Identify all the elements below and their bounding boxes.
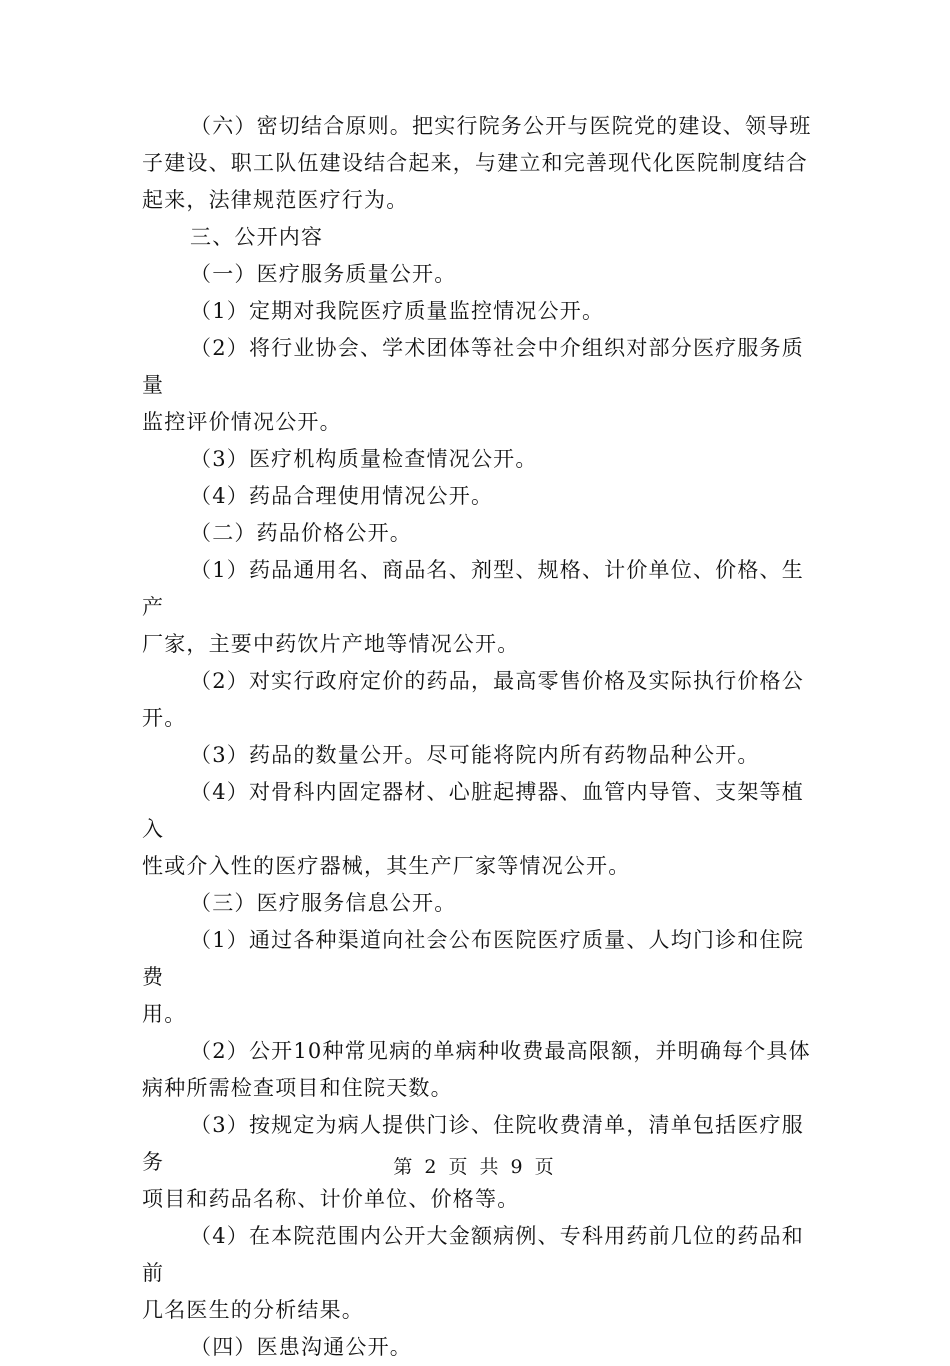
paragraph-line: 厂家，主要中药饮片产地等情况公开。 [142,632,520,656]
paragraph-line: 监控评价情况公开。 [142,410,342,434]
paragraph [142,1218,822,1329]
paragraph-line: （三）医疗服务信息公开。 [190,891,457,915]
paragraph [142,515,822,552]
paragraph [142,774,822,885]
paragraph-line: （4）药品合理使用情况公开。 [190,484,494,508]
paragraph-line: （一）医疗服务质量公开。 [190,262,457,286]
paragraph [142,219,822,256]
paragraph-line: 子建设、职工队伍建设结合起来，与建立和完善现代化医院制度结合 [142,151,808,175]
paragraph [142,293,822,330]
paragraph [142,737,822,774]
paragraph [142,885,822,922]
paragraph-line: （2）公开10种常见病的单病种收费最高限额，并明确每个具体 [190,1039,811,1063]
paragraph [142,922,822,1033]
page-footer: 第 2 页 共 9 页 [393,1156,557,1178]
paragraph-line: 几名医生的分析结果。 [142,1298,364,1322]
paragraph-line: （2）对实行政府定价的药品，最高零售价格及实际执行价格公开。 [142,669,804,730]
paragraph-line: （3）医疗机构质量检查情况公开。 [190,447,538,471]
paragraph-line: 三、公开内容 [190,225,324,249]
paragraph-line: （4）对骨科内固定器材、心脏起搏器、血管内导管、支架等植入 [142,780,804,841]
paragraph [142,552,822,663]
paragraph [142,663,822,737]
paragraph [142,108,822,219]
paragraph-line: （3）按规定为病人提供门诊、住院收费清单，清单包括医疗服务 [142,1113,804,1174]
paragraph [142,1033,822,1107]
paragraph [142,330,822,441]
paragraph-line: 用。 [142,1002,187,1026]
paragraph-line: （3）药品的数量公开。尽可能将院内所有药物品种公开。 [190,743,760,767]
paragraph [142,441,822,478]
paragraph-line: （1）通过各种渠道向社会公布医院医疗质量、人均门诊和住院费 [142,928,804,989]
paragraph-line: 病种所需检查项目和住院天数。 [142,1076,453,1100]
paragraph-line: （1）药品通用名、商品名、剂型、规格、计价单位、价格、生产 [142,558,804,619]
paragraph-line: （2）将行业协会、学术团体等社会中介组织对部分医疗服务质量 [142,336,804,397]
paragraph-line: 项目和药品名称、计价单位、价格等。 [142,1187,520,1211]
paragraph-line: （4）在本院范围内公开大金额病例、专科用药前几位的药品和前 [142,1224,804,1285]
paragraph-line: 性或介入性的医疗器械，其生产厂家等情况公开。 [142,854,631,878]
paragraph-line: （四）医患沟通公开。 [190,1335,412,1359]
paragraph [142,478,822,515]
paragraph-line: （二）药品价格公开。 [190,521,412,545]
paragraph-line: （六）密切结合原则。把实行院务公开与医院党的建设、领导班 [190,114,812,138]
paragraph [142,256,822,293]
paragraph [142,1329,822,1366]
paragraph-line: （1）定期对我院医疗质量监控情况公开。 [190,299,605,323]
paragraph-line: 起来，法律规范医疗行为。 [142,188,409,212]
